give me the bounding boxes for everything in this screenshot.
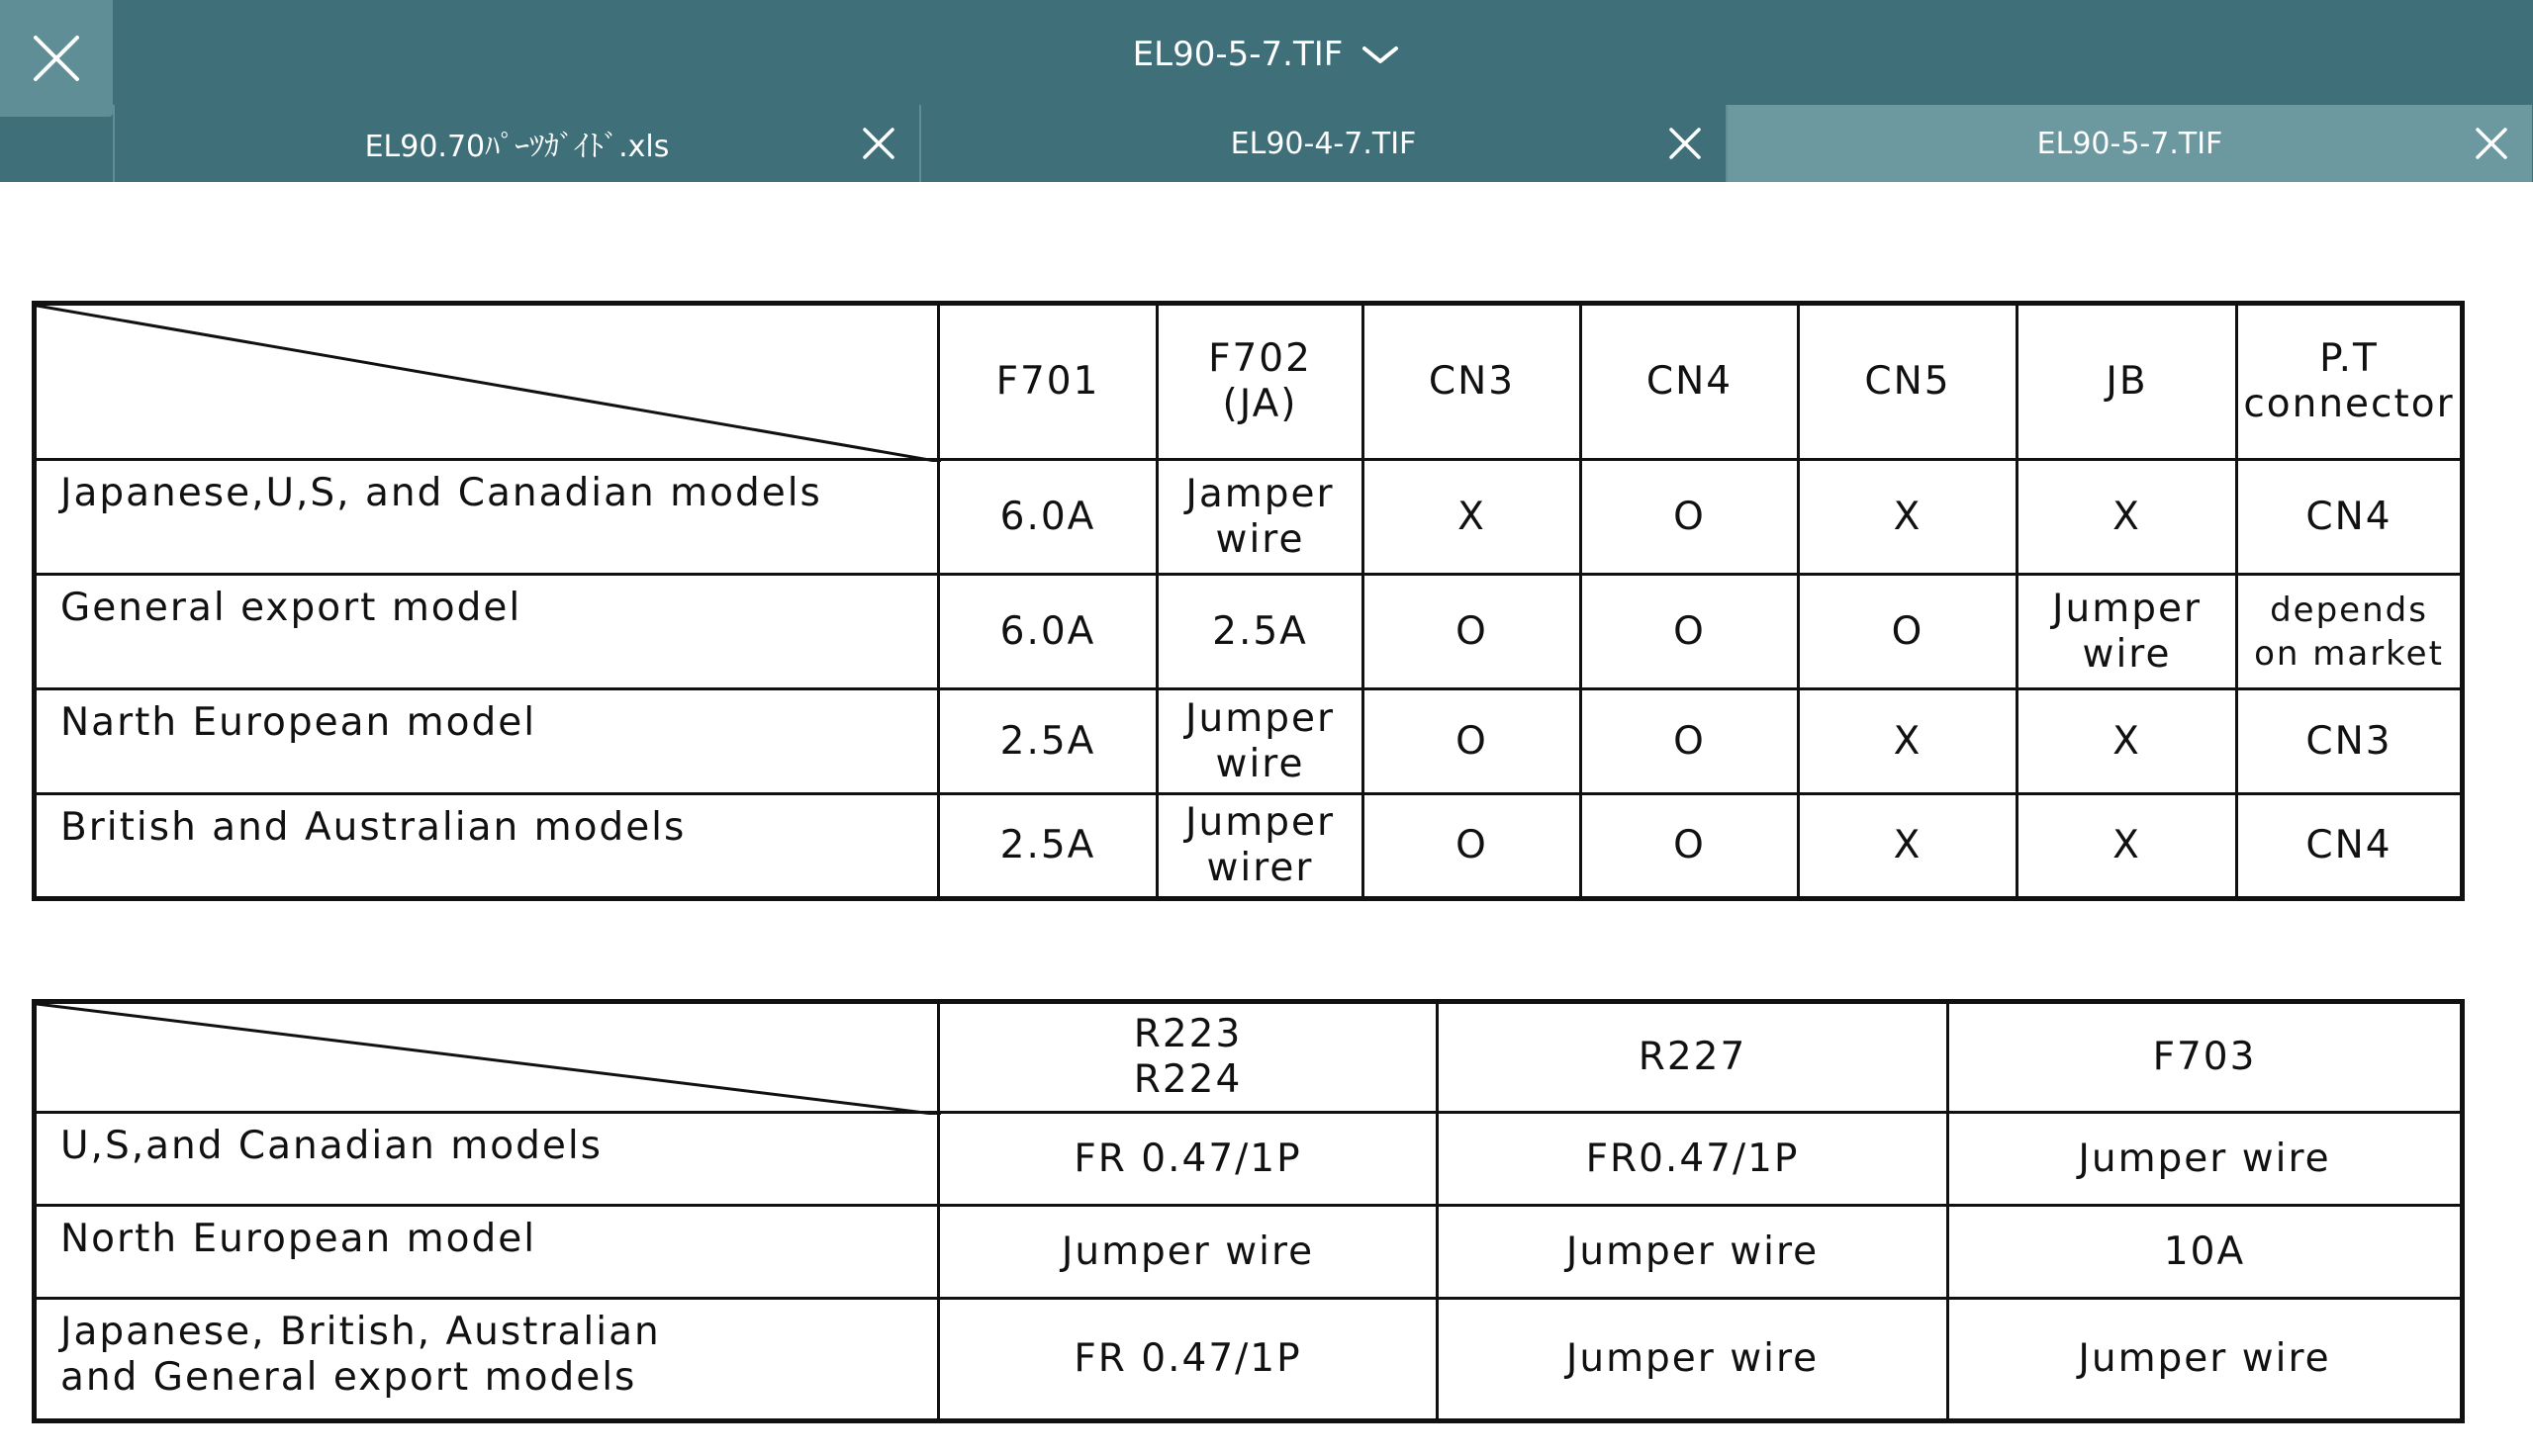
table-cell: O: [1363, 794, 1581, 899]
row-label: Japanese,U,S, and Canadian models: [35, 460, 939, 575]
table-cell: Jumper wire: [1158, 689, 1363, 794]
close-tab-icon[interactable]: [1666, 125, 1704, 162]
title-bar: [0, 0, 2533, 182]
table-cell: Jumper wire: [1438, 1299, 1948, 1421]
header-cell: P.T connector: [2237, 304, 2463, 460]
tab-parts-guide-xls[interactable]: [113, 105, 919, 182]
table-cell: CN4: [2237, 460, 2463, 575]
table-row: [35, 575, 2463, 689]
table-cell: O: [1581, 575, 1799, 689]
table-cell: 2.5A: [939, 689, 1158, 794]
table-cell: X: [2017, 794, 2237, 899]
row-label: North European model: [35, 1206, 939, 1299]
table-cell: FR 0.47/1P: [939, 1299, 1438, 1421]
table-cell: Jumper wire: [1438, 1206, 1948, 1299]
header-cell: R227: [1438, 1002, 1948, 1113]
corner-cell: [35, 1002, 939, 1113]
table-cell: X: [2017, 689, 2237, 794]
table-row: [35, 460, 2463, 575]
table-row: [35, 1206, 2463, 1299]
close-viewer-button[interactable]: [0, 0, 113, 117]
table-cell: Jumper wire: [939, 1206, 1438, 1299]
tab-label[interactable]: EL90-5-7.TIF: [2036, 126, 2223, 161]
row-label: Japanese, British, Australian and General export models: [35, 1299, 939, 1421]
diagonal-line: [37, 306, 941, 462]
header-cell: CN3: [1363, 304, 1581, 460]
close-tab-icon[interactable]: [860, 125, 897, 162]
table-cell: 2.5A: [939, 794, 1158, 899]
table-cell: 6.0A: [939, 460, 1158, 575]
table-cell: O: [1581, 689, 1799, 794]
row-label: U,S,and Canadian models: [35, 1113, 939, 1206]
tab-bar: [113, 105, 2533, 182]
table-cell: X: [1363, 460, 1581, 575]
table-cell: O: [1363, 689, 1581, 794]
table-header-row: [35, 1002, 2463, 1113]
table-cell: X: [1799, 460, 2017, 575]
table-cell: Jumper wire: [2017, 575, 2237, 689]
table-cell: Jumper wire: [1948, 1299, 2463, 1421]
table-cell: FR0.47/1P: [1438, 1113, 1948, 1206]
tab-el90-5-7[interactable]: [1726, 105, 2532, 182]
header-cell: F703: [1948, 1002, 2463, 1113]
table-row: [35, 689, 2463, 794]
tab-el90-4-7[interactable]: [919, 105, 1726, 182]
document-viewer[interactable]: [0, 182, 2533, 1456]
tab-label[interactable]: EL90-4-7.TIF: [1230, 126, 1417, 161]
table-cell: CN4: [2237, 794, 2463, 899]
close-tab-icon[interactable]: [2473, 125, 2510, 162]
table-cell: Jumper wirer: [1158, 794, 1363, 899]
table-cell: O: [1581, 794, 1799, 899]
table-cell: 6.0A: [939, 575, 1158, 689]
table-cell: X: [1799, 794, 2017, 899]
table-cell: Jumper wire: [1948, 1113, 2463, 1206]
fuse-connector-table: [32, 301, 2465, 901]
table-row: [35, 794, 2463, 899]
header-cell: F702 (JA): [1158, 304, 1363, 460]
table-cell: depends on market: [2237, 575, 2463, 689]
table-cell: Jamper wire: [1158, 460, 1363, 575]
document-title-menu[interactable]: [0, 0, 2533, 109]
table-cell: CN3: [2237, 689, 2463, 794]
resistor-fuse-table: [32, 999, 2465, 1423]
header-cell: JB: [2017, 304, 2237, 460]
row-label: Narth European model: [35, 689, 939, 794]
table-cell: X: [2017, 460, 2237, 575]
table-cell: 2.5A: [1158, 575, 1363, 689]
diagonal-line: [37, 1004, 941, 1115]
table-cell: X: [1799, 689, 2017, 794]
tab-label[interactable]: EL90.70ﾊﾟｰﾂｶﾞｲﾄﾞ.xls: [364, 130, 670, 164]
table-row: [35, 1299, 2463, 1421]
table-cell: O: [1799, 575, 2017, 689]
table-cell: O: [1581, 460, 1799, 575]
table-cell: O: [1363, 575, 1581, 689]
row-label: General export model: [35, 575, 939, 689]
table-header-row: [35, 304, 2463, 460]
corner-cell: [35, 304, 939, 460]
header-cell: R223 R224: [939, 1002, 1438, 1113]
table-row: [35, 1113, 2463, 1206]
table-cell: 10A: [1948, 1206, 2463, 1299]
table-cell: FR 0.47/1P: [939, 1113, 1438, 1206]
close-icon[interactable]: [30, 32, 83, 85]
header-cell: CN4: [1581, 304, 1799, 460]
row-label: British and Australian models: [35, 794, 939, 899]
document-title[interactable]: EL90-5-7.TIF: [1132, 35, 1344, 74]
header-cell: F701: [939, 304, 1158, 460]
header-cell: CN5: [1799, 304, 2017, 460]
chevron-down-icon[interactable]: [1360, 43, 1400, 66]
